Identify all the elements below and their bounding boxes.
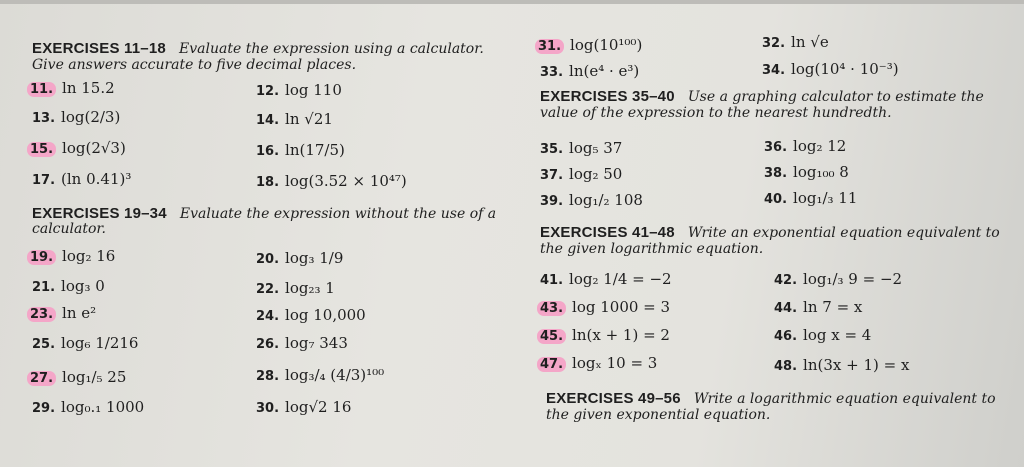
problem-47: 47. logₓ 10 = 3 [540, 354, 657, 372]
problem-35: 35. log₅ 37 [540, 139, 623, 157]
section-description: Use a graphing calculator to estimate the [687, 89, 984, 105]
problem-18: 18. log(3.52 × 10⁴⁷) [256, 172, 407, 190]
section-description: Evaluate the expression using a calculator. [179, 41, 484, 57]
problem-12: 12. log 110 [256, 81, 342, 99]
problem-45: 45. ln(x + 1) = 2 [540, 326, 670, 344]
section-41-48-title [540, 222, 1000, 241]
section-heading: EXERCISES 49–56 [546, 390, 681, 407]
problem-43: 43. log 1000 = 3 [540, 298, 670, 316]
problem-16: 16. ln(17/5) [256, 141, 345, 159]
section-description: Evaluate the expression without the use of a [179, 206, 497, 222]
section-11-18-title [32, 38, 484, 57]
problem-24: 24. log 10,000 [256, 306, 366, 324]
problem-34: 34. log(10⁴ · 10⁻³) [762, 60, 899, 78]
section-description: Write a logarithmic equation equivalent to [693, 391, 996, 407]
section-heading: EXERCISES 11–18 [32, 40, 166, 57]
problem-40: 40. log₁/₃ 11 [764, 189, 858, 207]
problem-28: 28. log₃/₄ (4/3)¹⁰⁰ [256, 366, 385, 384]
problem-48: 48. ln(3x + 1) = x [774, 356, 910, 374]
problem-20: 20. log₃ 1/9 [256, 249, 344, 267]
problem-31: 31. log(10¹⁰⁰) [538, 36, 642, 54]
problem-15: 15. log(2√3) [30, 139, 126, 157]
section-description-cont: the given exponential equation. [546, 407, 771, 423]
section-description-cont: calculator. [32, 221, 107, 237]
problem-25: 25. log₆ 1/216 [32, 334, 139, 352]
problem-21: 21. log₃ 0 [32, 277, 105, 295]
section-description-cont: value of the expression to the nearest hundredth. [540, 105, 892, 121]
problem-13: 13. log(2/3) [32, 108, 121, 126]
problem-27: 27. log₁/₅ 25 [30, 368, 126, 386]
problem-41: 41. log₂ 1/4 = −2 [540, 270, 672, 288]
problem-36: 36. log₂ 12 [764, 137, 847, 155]
section-49-56-title [546, 388, 996, 407]
section-19-34-title [32, 203, 496, 222]
problem-23: 23. ln e² [30, 304, 96, 322]
section-description-cont: Give answers accurate to five decimal places. [32, 57, 357, 73]
page-top-edge [0, 0, 1024, 4]
problem-14: 14. ln √21 [256, 110, 333, 128]
problem-26: 26. log₇ 343 [256, 334, 348, 352]
problem-19: 19. log₂ 16 [30, 247, 115, 265]
problem-17: 17. (ln 0.41)³ [32, 170, 132, 188]
section-heading: EXERCISES 41–48 [540, 224, 675, 241]
section-heading: EXERCISES 35–40 [540, 88, 675, 105]
problem-22: 22. log₂₃ 1 [256, 279, 335, 297]
problem-38: 38. log₁₀₀ 8 [764, 163, 849, 181]
problem-42: 42. log₁/₃ 9 = −2 [774, 270, 903, 288]
section-35-40-title [540, 86, 984, 105]
problem-33: 33. ln(e⁴ · e³) [540, 62, 640, 80]
problem-29: 29. log₀.₁ 1000 [32, 398, 145, 416]
problem-32: 32. ln √e [762, 33, 829, 51]
problem-46: 46. log x = 4 [774, 326, 872, 344]
problem-37: 37. log₂ 50 [540, 165, 623, 183]
problem-39: 39. log₁/₂ 108 [540, 191, 643, 209]
section-description-cont: the given logarithmic equation. [540, 241, 764, 257]
problem-30: 30. log√2 16 [256, 398, 352, 416]
problem-44: 44. ln 7 = x [774, 298, 863, 316]
section-description: Write an exponential equation equivalent to [687, 225, 1000, 241]
problem-11: 11. ln 15.2 [30, 79, 115, 97]
section-heading: EXERCISES 19–34 [32, 205, 167, 222]
